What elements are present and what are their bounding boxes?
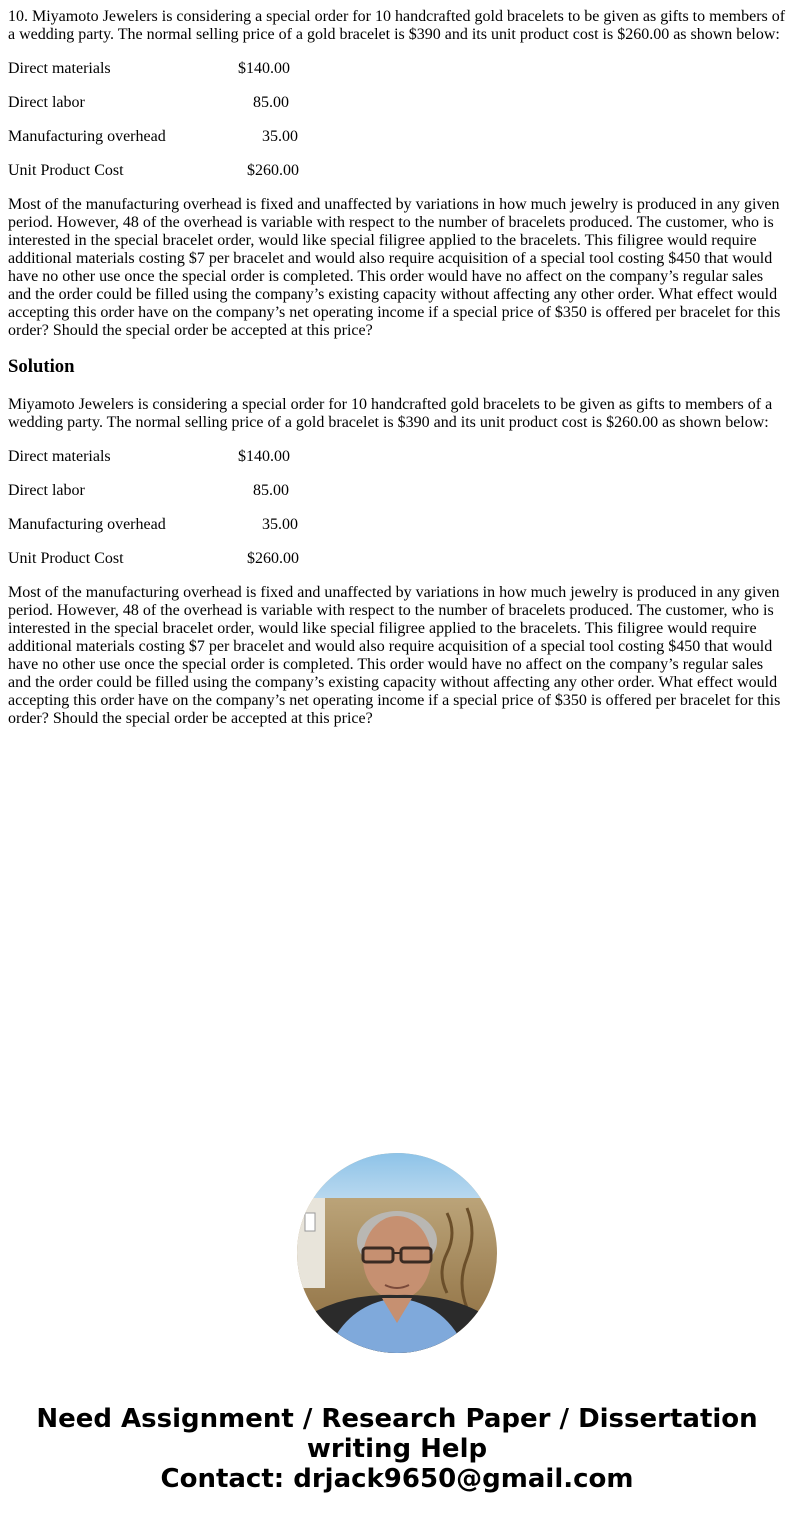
author-photo (297, 1153, 497, 1353)
cost-amount: 85.00 (253, 94, 289, 111)
question-intro: 10. Miyamoto Jewelers is considering a special order for 10 handcrafted gold bracelets to be given as gifts to members of a wedding party. The normal selling price of a gold bracelet is $390 and its unit product cost is $260.00 as shown below: (8, 8, 786, 43)
solution-heading: Solution (8, 356, 75, 377)
cost-label: Direct materials (8, 60, 111, 77)
cost-amount: $140.00 (238, 448, 290, 465)
footer-contact: Contact: drjack9650@gmail.com (160, 1464, 634, 1494)
solution-body: Most of the manufacturing overhead is fixed and unaffected by variations in how much jewelry is produced in any given period. However, 48 of the overhead is variable with respect to the number of bracelets produced. The customer, who is interested in the special bracelet order, would like special filigree applied to the bracelets. This filigree would require additional materials costing $7 per bracelet and would also require acquisition of a special tool costing $450 that would have no other use once the special order is completed. This order would have no affect on the company’s regular sales and the order could be filled using the company’s existing capacity without affecting any other order. What effect would accepting this order have on the company’s net operating income if a special price of $350 is offered per bracelet for this order? Should the special order be accepted at this price? (8, 584, 781, 727)
cost-label: Manufacturing overhead (8, 128, 166, 145)
cost-row (8, 550, 786, 568)
cost-amount: 85.00 (253, 482, 289, 499)
cost-amount: 35.00 (262, 516, 298, 533)
cost-amount: 35.00 (262, 128, 298, 145)
question-body: Most of the manufacturing overhead is fixed and unaffected by variations in how much jewelry is produced in any given period. However, 48 of the overhead is variable with respect to the number of bracelets produced. The customer, who is interested in the special bracelet order, would like special filigree applied to the bracelets. This filigree would require additional materials costing $7 per bracelet and would also require acquisition of a special tool costing $450 that would have no other use once the special order is completed. This order would have no affect on the company’s regular sales and the order could be filled using the company’s existing capacity without affecting any other order. What effect would accepting this order have on the company’s net operating income if a special price of $350 is offered per bracelet for this order? Should the special order be accepted at this price? (8, 196, 781, 339)
cost-label: Direct labor (8, 94, 85, 111)
contact-footer (0, 1404, 794, 1494)
cost-row (8, 482, 786, 500)
cost-row (8, 516, 786, 534)
cost-label: Manufacturing overhead (8, 516, 166, 533)
cost-row (8, 448, 786, 466)
solution-intro: Miyamoto Jewelers is considering a special order for 10 handcrafted gold bracelets to be given as gifts to members of a wedding party. The normal selling price of a gold bracelet is $390 and its unit product cost is $260.00 as shown below: (8, 396, 773, 431)
cost-label: Direct materials (8, 448, 111, 465)
cost-amount: $260.00 (247, 162, 299, 179)
cost-row (8, 162, 786, 180)
cost-label: Unit Product Cost (8, 162, 124, 179)
cost-label: Direct labor (8, 482, 85, 499)
cost-amount: $260.00 (247, 550, 299, 567)
footer-line: writing Help (306, 1434, 488, 1464)
document-content (8, 8, 786, 744)
cost-row (8, 60, 786, 78)
author-portrait-icon (297, 1153, 497, 1353)
cost-label: Unit Product Cost (8, 550, 124, 567)
cost-row (8, 128, 786, 146)
cost-row (8, 94, 786, 112)
cost-amount: $140.00 (238, 60, 290, 77)
footer-line: Need Assignment / Research Paper / Dissertation (36, 1404, 758, 1434)
